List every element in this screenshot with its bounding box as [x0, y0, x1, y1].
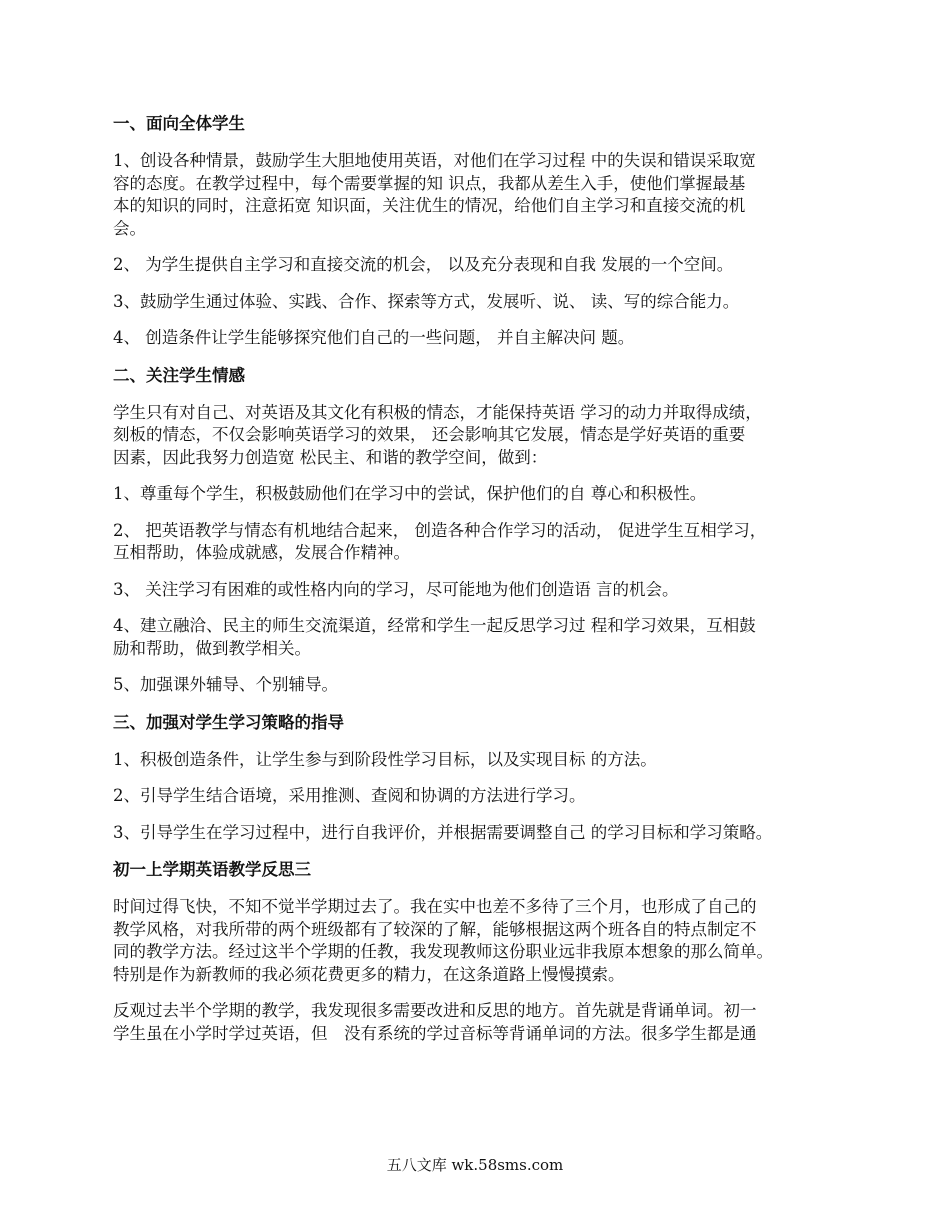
paragraph: 学生只有对自己、对英语及其文化有积极的情态，才能保持英语 学习的动力并取得成绩， 刻板的情态，不仅会影响英语学习的效果， 还会影响其它发展，情态是学好英语的重要 因素，因此我努力创造宽 松民主、和谐的教学空间，做到：: [113, 402, 762, 467]
paragraph: 1、尊重每个学生，积极鼓励他们在学习中的尝试，保护他们的自 尊心和积极性。: [113, 484, 707, 503]
section-heading-2: 二、关注学生情感: [113, 365, 245, 385]
section-heading-1: 一、面向全体学生: [113, 114, 245, 133]
section-heading-3: 三、加强对学生学习策略的指导: [113, 712, 344, 732]
paragraph: 3、鼓励学生通过体验、实践、合作、探索等方式，发展听、说、 读、写的综合能力。: [113, 291, 740, 311]
paragraph: 4、 创造条件让学生能够探究他们自己的一些问题， 并自主解决问 题。: [113, 328, 635, 347]
paragraph: 时间过得飞快，不知不觉半学期过去了。我在实中也差不多待了三个月，也形成了自己的 教学风格，对我所带的两个班级都有了较深的了解，能够根据这两个班各自的特点制定不 同的教学方法。经过这半个学期的任教，我发现教师这份职业远非我原本想象的那么简单。 特别是作为新教师的我必须花费更多的精力，在这条道路上慢慢摸索。: [113, 897, 773, 984]
article-title: 初一上学期英语教学反思三: [113, 860, 311, 879]
paragraph: 1、创设各种情景，鼓励学生大胆地使用英语，对他们在学习过程 中的失误和错误采取宽 容的态度。在教学过程中，每个需要掌握的知 识点，我都从差生入手，使他们掌握最基 本的知识的同时，注意拓宽 知识面，关注优生的情况，给他们自主学习和直接交流的机 会。: [113, 151, 756, 238]
paragraph: 2、引导学生结合语境，采用推测、查阅和协调的方法进行学习。: [113, 786, 586, 805]
paragraph: 2、 把英语教学与情态有机地结合起来， 创造各种合作学习的活动， 促进学生互相学习， 互相帮助，体验成就感，发展合作精神。: [113, 520, 767, 562]
paragraph: 5、加强课外辅导、个别辅导。: [113, 675, 338, 694]
document-body: [113, 112, 853, 1059]
paragraph: 3、引导学生在学习过程中，进行自我评价，并根据需要调整自己 的学习目标和学习策略。: [113, 822, 773, 842]
paragraph: 反观过去半个学期的教学，我发现很多需要改进和反思的地方。首先就是背诵单词。初一 学生虽在小学时学过英语，但 没有系统的学过音标等背诵单词的方法。很多学生都是通: [113, 1001, 757, 1043]
paragraph: 4、建立融洽、民主的师生交流渠道，经常和学生一起反思学习过 程和学习效果，互相鼓 励和帮助，做到教学相关。: [113, 616, 756, 658]
paragraph: 2、 为学生提供自主学习和直接交流的机会， 以及充分表现和自我 发展的一个空间。: [113, 255, 734, 274]
paragraph: 1、积极创造条件，让学生参与到阶段性学习目标，以及实现目标 的方法。: [113, 749, 657, 769]
footer-watermark: 五八文库 wk.58sms.com: [386, 1156, 564, 1174]
paragraph: 3、 关注学习有困难的或性格内向的学习，尽可能地为他们创造语 言的机会。: [113, 579, 679, 599]
